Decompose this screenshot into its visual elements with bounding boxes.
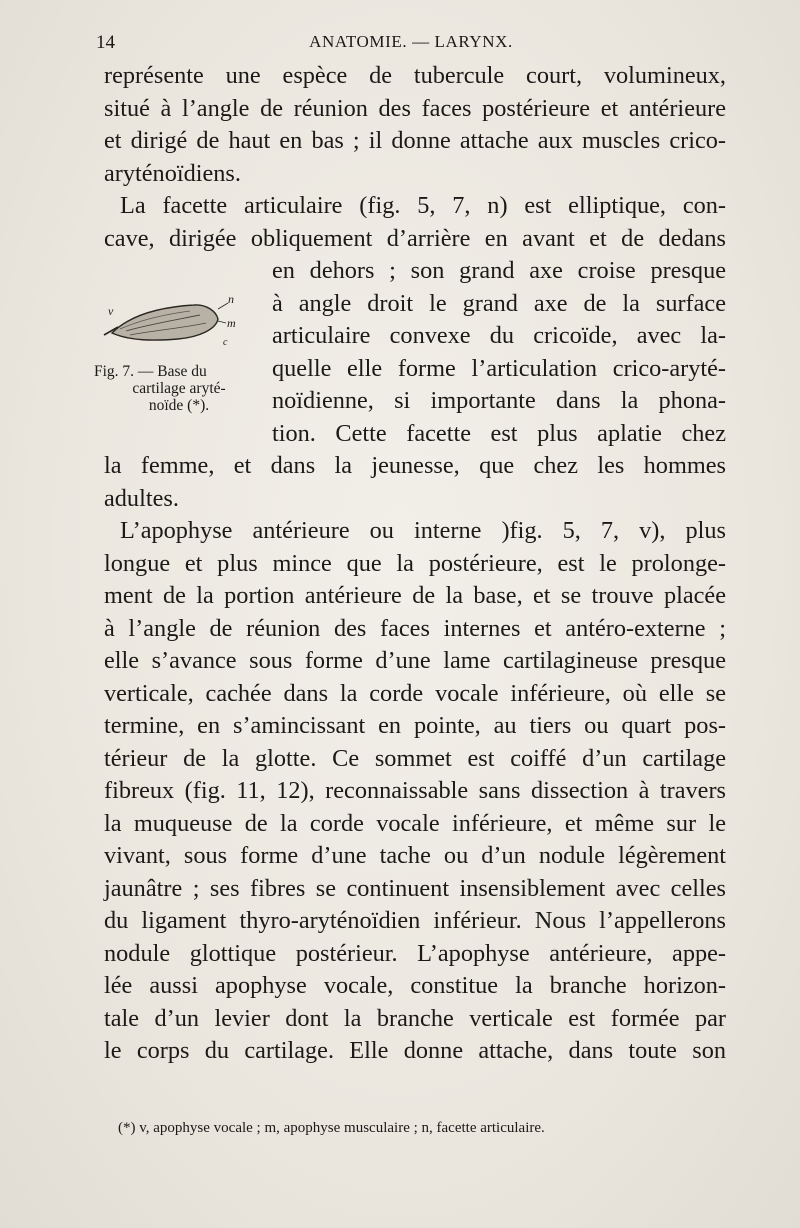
text-line: du ligament thyro-aryténoïdien inférieur. Nous l’appellerons (104, 907, 726, 934)
text-line: nodule glottique postérieur. L’apophyse antérieure, appe- (104, 939, 726, 967)
text-line: quelle elle forme l’articulation crico-aryté- (272, 354, 726, 382)
text-line: la muqueuse de la corde vocale inférieure, et même sur le (104, 809, 726, 837)
text-line: lée aussi apophyse vocale, constitue la branche horizon- (104, 972, 726, 999)
caption-line: noïde (*). (148, 397, 210, 414)
arytenoid-base-illustration (90, 285, 250, 355)
text-line: et dirigé de haut en bas ; il donne attache aux muscles crico- (104, 127, 726, 154)
text-line: tion. Cette facette est plus aplatie chez (272, 419, 726, 447)
text-line: vivant, sous forme d’une tache ou d’un nodule légèrement (104, 842, 726, 869)
text-line: adultes. (104, 484, 179, 512)
text-line: La facette articulaire (fig. 5, 7, n) est elliptique, con- (120, 192, 726, 219)
text-line: en dehors ; son grand axe croise presque (272, 257, 726, 284)
text-line: tale d’un levier dont la branche verticale est formée par (104, 1004, 726, 1032)
text-line: situé à l’angle de réunion des faces postérieure et antérieure (104, 94, 726, 122)
text-line: verticale, cachée dans la corde vocale inférieure, où elle se (104, 679, 726, 707)
label-n: n (228, 292, 234, 306)
text-line: noïdienne, si importante dans la phona- (272, 387, 726, 414)
label-v: v (108, 304, 114, 318)
page-header (96, 30, 726, 56)
text-line: L’apophyse antérieure ou interne )fig. 5, 7, v), plus (120, 517, 726, 544)
text-line: à angle droit le grand axe de la surface (272, 289, 726, 317)
text-line: articulaire convexe du cricoïde, avec la- (272, 322, 726, 349)
text-line: aryténoïdiens. (104, 159, 241, 187)
page-number: 14 (96, 32, 115, 53)
text-line: cave, dirigée obliquement d’arrière en avant et de dedans (104, 224, 726, 252)
text-line: jaunâtre ; ses fibres se continuent insensiblement avec celles (104, 874, 726, 902)
label-m: m (227, 316, 236, 330)
text-line: termine, en s’amincissant en pointe, au tiers ou quart pos- (104, 712, 726, 739)
text-line: elle s’avance sous forme d’une lame cartilagineuse presque (104, 647, 726, 674)
figure-caption (94, 363, 264, 414)
label-c: c (223, 337, 228, 348)
text-line: la femme, et dans la jeunesse, que chez les hommes (104, 452, 726, 479)
text-line: fibreux (fig. 11, 12), reconnaissable sans dissection à travers (104, 777, 726, 804)
figure-7 (90, 275, 260, 435)
text-line: représente une espèce de tubercule court, volumineux, (104, 62, 726, 89)
caption-line: Fig. 7. — Base du (94, 363, 207, 380)
footnote: (*) v, apophyse vocale ; m, apophyse musculaire ; n, facette articulaire. (118, 1120, 545, 1136)
text-line: ment de la portion antérieure de la base, et se trouve placée (104, 582, 726, 609)
text-line: longue et plus mince que la postérieure, est le prolonge- (104, 549, 726, 577)
text-line: térieur de la glotte. Ce sommet est coiffé d’un cartilage (104, 744, 726, 772)
text-line: à l’angle de réunion des faces internes et antéro-externe ; (104, 614, 726, 642)
text-line: le corps du cartilage. Elle donne attache, dans toute son (104, 1037, 726, 1064)
caption-line: cartilage aryté- (132, 380, 226, 397)
running-head: ANATOMIE. — LARYNX. (309, 32, 513, 51)
body-text (104, 60, 726, 1068)
